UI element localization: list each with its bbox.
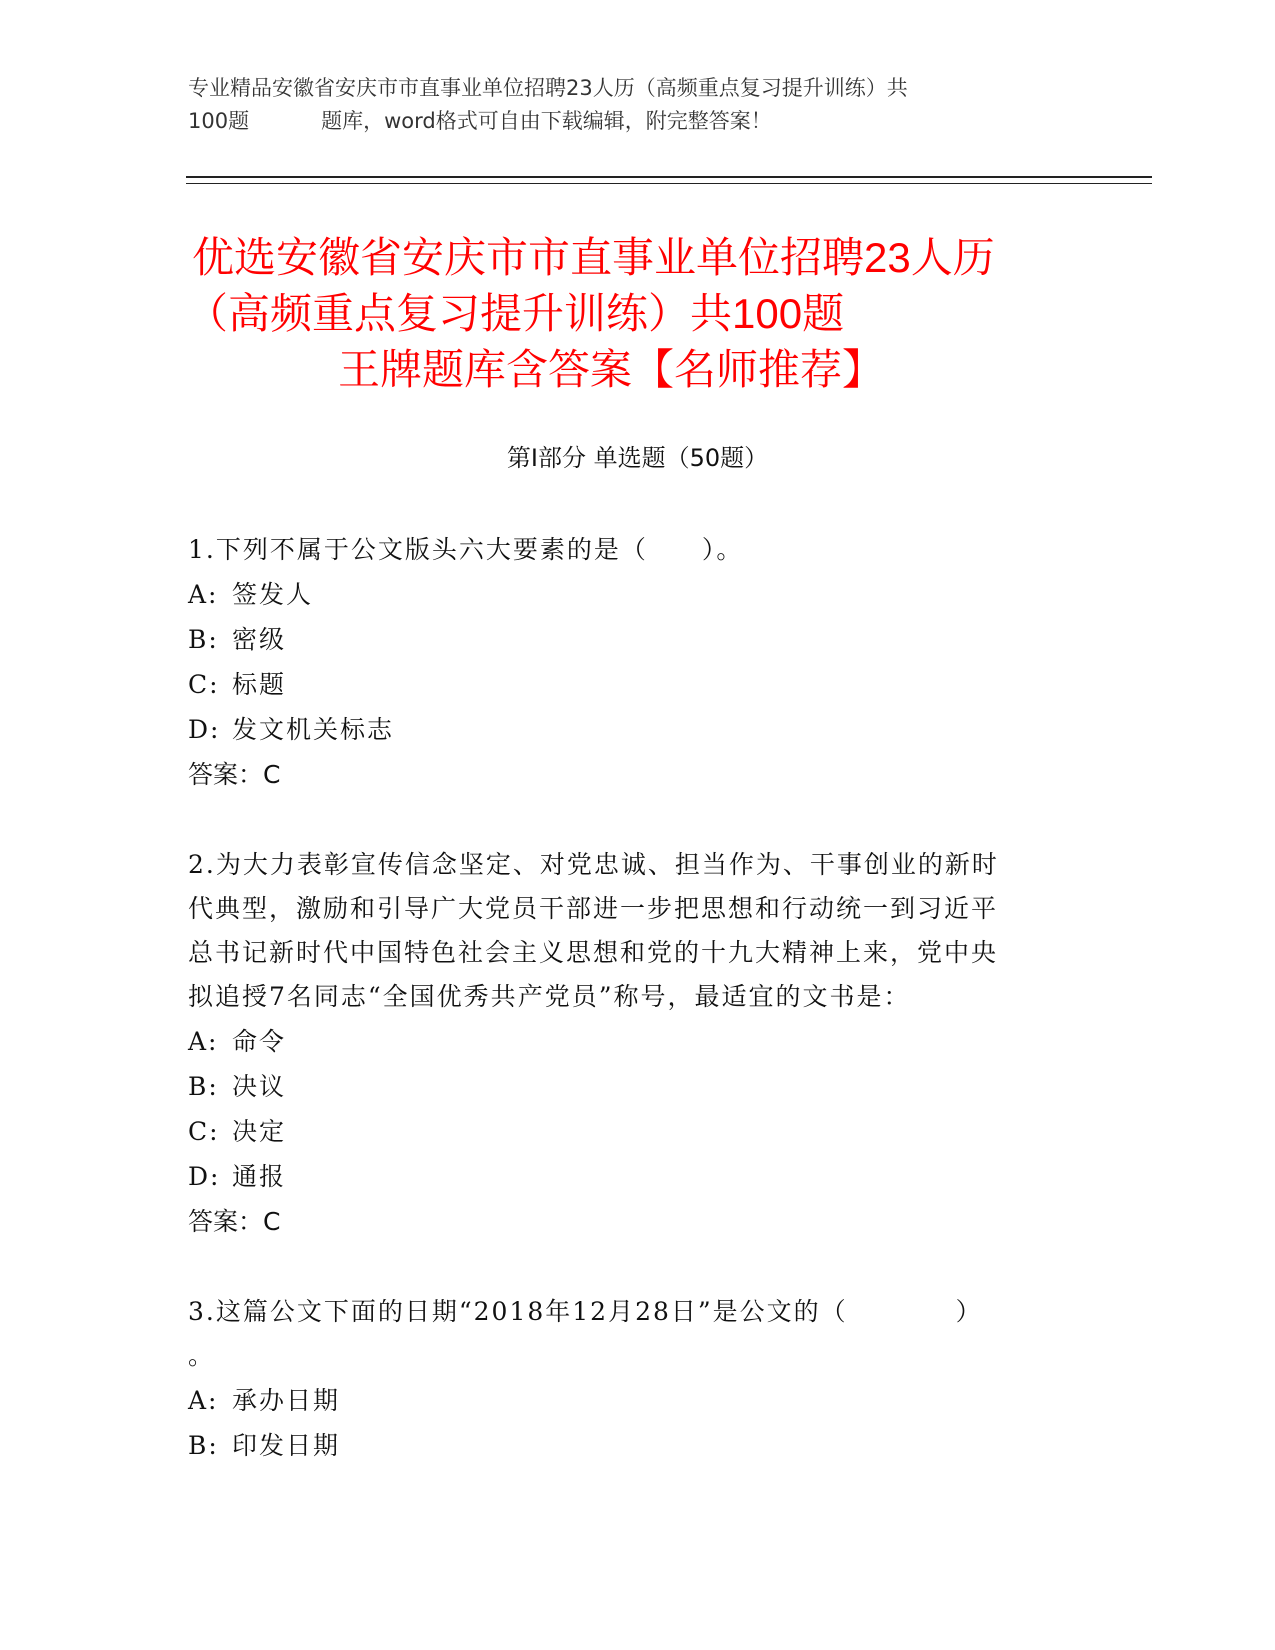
question-stem-line: 代典型，激励和引导广大党员干部进一步把思想和行动统一到习近平 [188, 894, 999, 923]
question-2 [188, 843, 1068, 1244]
header-rule-thin [186, 183, 1152, 184]
question-3 [188, 1290, 1068, 1468]
header-line-2 [188, 105, 1088, 138]
option-key: C: [188, 670, 220, 699]
option-a [188, 1378, 1068, 1423]
section-title: 第Ⅰ部分 单选题（50题） [506, 444, 769, 472]
option-text: 决议 [232, 1072, 287, 1101]
title-line-1: 优选安徽省安庆市市直事业单位招聘23人历 [192, 234, 995, 281]
title-line-3: 王牌题库含答案【名师推荐】 [338, 346, 885, 393]
option-d [188, 1154, 1068, 1199]
option-key: D: [188, 715, 221, 744]
option-key: A: [188, 1386, 219, 1415]
option-text: 命令 [232, 1027, 287, 1056]
option-c [188, 1109, 1068, 1154]
option-a [188, 572, 1068, 617]
header-note [188, 72, 1088, 138]
option-key: B: [188, 1431, 219, 1460]
title-line-2: （高频重点复习提升训练）共100题 [186, 290, 845, 337]
option-text: 发文机关标志 [232, 715, 395, 744]
question-stem-line: 3.这篇公文下面的日期“2018年12月28日”是公文的（ ） [188, 1297, 983, 1326]
option-text: 签发人 [232, 580, 314, 609]
question-stem: 1.下列不属于公文版头六大要素的是（ ）。 [188, 535, 744, 564]
question-list [188, 528, 1068, 1514]
option-text: 标题 [232, 670, 287, 699]
option-key: D: [188, 1162, 221, 1191]
option-text: 印发日期 [232, 1431, 341, 1460]
option-b [188, 1423, 1068, 1468]
header-line-2b: 题库，word格式可自由下载编辑，附完整答案！ [321, 109, 772, 133]
option-text: 通报 [232, 1162, 287, 1191]
option-text: 密级 [232, 625, 287, 654]
option-b [188, 1064, 1068, 1109]
option-key: B: [188, 625, 219, 654]
option-d [188, 707, 1068, 752]
option-key: C: [188, 1117, 220, 1146]
option-text: 承办日期 [232, 1386, 341, 1415]
question-1 [188, 528, 1068, 797]
option-key: A: [188, 580, 219, 609]
answer: 答案：C [188, 1207, 281, 1236]
option-a [188, 1019, 1068, 1064]
question-stem-line: 。 [188, 1341, 216, 1370]
document-title [150, 230, 1150, 398]
header-rule-thick [186, 176, 1152, 178]
option-key: B: [188, 1072, 219, 1101]
question-stem-line: 2.为大力表彰宣传信念坚定、对党忠诚、担当作为、干事创业的新时 [188, 850, 999, 879]
option-b [188, 617, 1068, 662]
answer: 答案：C [188, 760, 281, 789]
question-stem-line: 拟追授7名同志“全国优秀共产党员”称号，最适宜的文书是： [188, 982, 911, 1011]
option-text: 决定 [232, 1117, 287, 1146]
option-key: A: [188, 1027, 219, 1056]
option-c [188, 662, 1068, 707]
header-line-1: 专业精品安徽省安庆市市直事业单位招聘23人历（高频重点复习提升训练）共 [188, 76, 908, 100]
header-line-2a: 100题 [188, 109, 250, 133]
question-stem-line: 总书记新时代中国特色社会主义思想和党的十九大精神上来，党中央 [188, 938, 999, 967]
